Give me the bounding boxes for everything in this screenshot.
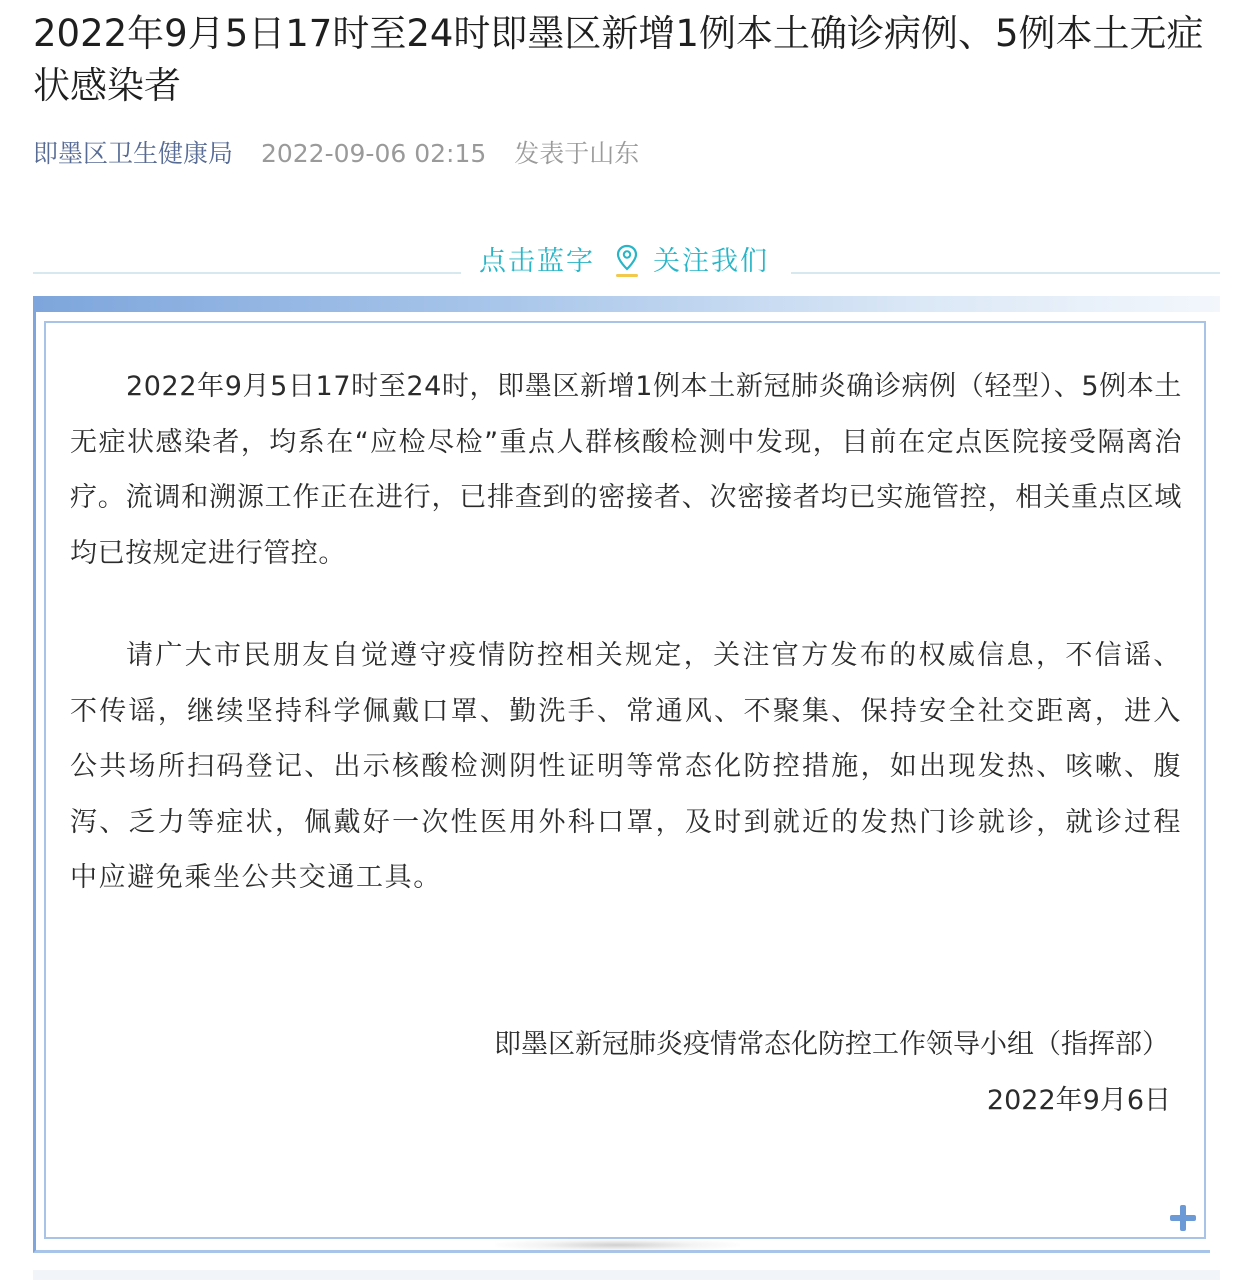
signature-organization: 即墨区新冠肺炎疫情常态化防控工作领导小组（指挥部） — [494, 1029, 1169, 1060]
author-link[interactable]: 即墨区卫生健康局 — [33, 139, 234, 168]
signature-date: 2022年9月6日 — [986, 1085, 1171, 1116]
body-paragraph-1: 2022年9月5日17时至24时，即墨区新增1例本土新冠肺炎确诊病例（轻型）、5例本土无症状感染者，均系在“应检尽检”重点人群核酸检测中发现，目前在定点医院接受隔离治疗。流调和溯源工作正在进行，已排查到的密接者、次密接者均已实施管控，相关重点区域均已按规定进行管控。 — [70, 371, 1182, 569]
publish-region: 发表于山东 — [514, 139, 640, 168]
article-meta — [33, 136, 639, 172]
body-paragraph-2: 请广大市民朋友自觉遵守疫情防控相关规定，关注官方发布的权威信息，不信谣、不传谣，继续坚持科学佩戴口罩、勤洗手、常通风、不聚集、保持安全社交距离，进入公共场所扫码登记、出示核酸检测阴性证明等常态化防控措施，如出现发热、咳嗽、腹泻、乏力等症状，佩戴好一次性医用外科口罩，及时到就近的发热门诊就诊，就诊过程中应避免乘坐公共交通工具。 — [70, 640, 1182, 893]
follow-text-left: 点击蓝字 — [479, 246, 595, 277]
follow-text-right: 关注我们 — [653, 246, 769, 277]
publish-time: 2022-09-06 02:15 — [260, 139, 487, 168]
divider-right — [791, 272, 1220, 274]
bottom-strip — [33, 1270, 1220, 1280]
article-title: 2022年9月5日17时至24时即墨区新增1例本土确诊病例、5例本土无症状感染者 — [33, 12, 1204, 107]
content-frame-topbar — [33, 296, 1220, 312]
follow-banner[interactable] — [33, 240, 1220, 284]
plus-icon — [1168, 1203, 1198, 1233]
divider-left — [33, 272, 461, 274]
location-pin-icon — [615, 244, 639, 280]
frame-bottom-shadow — [495, 1238, 740, 1252]
